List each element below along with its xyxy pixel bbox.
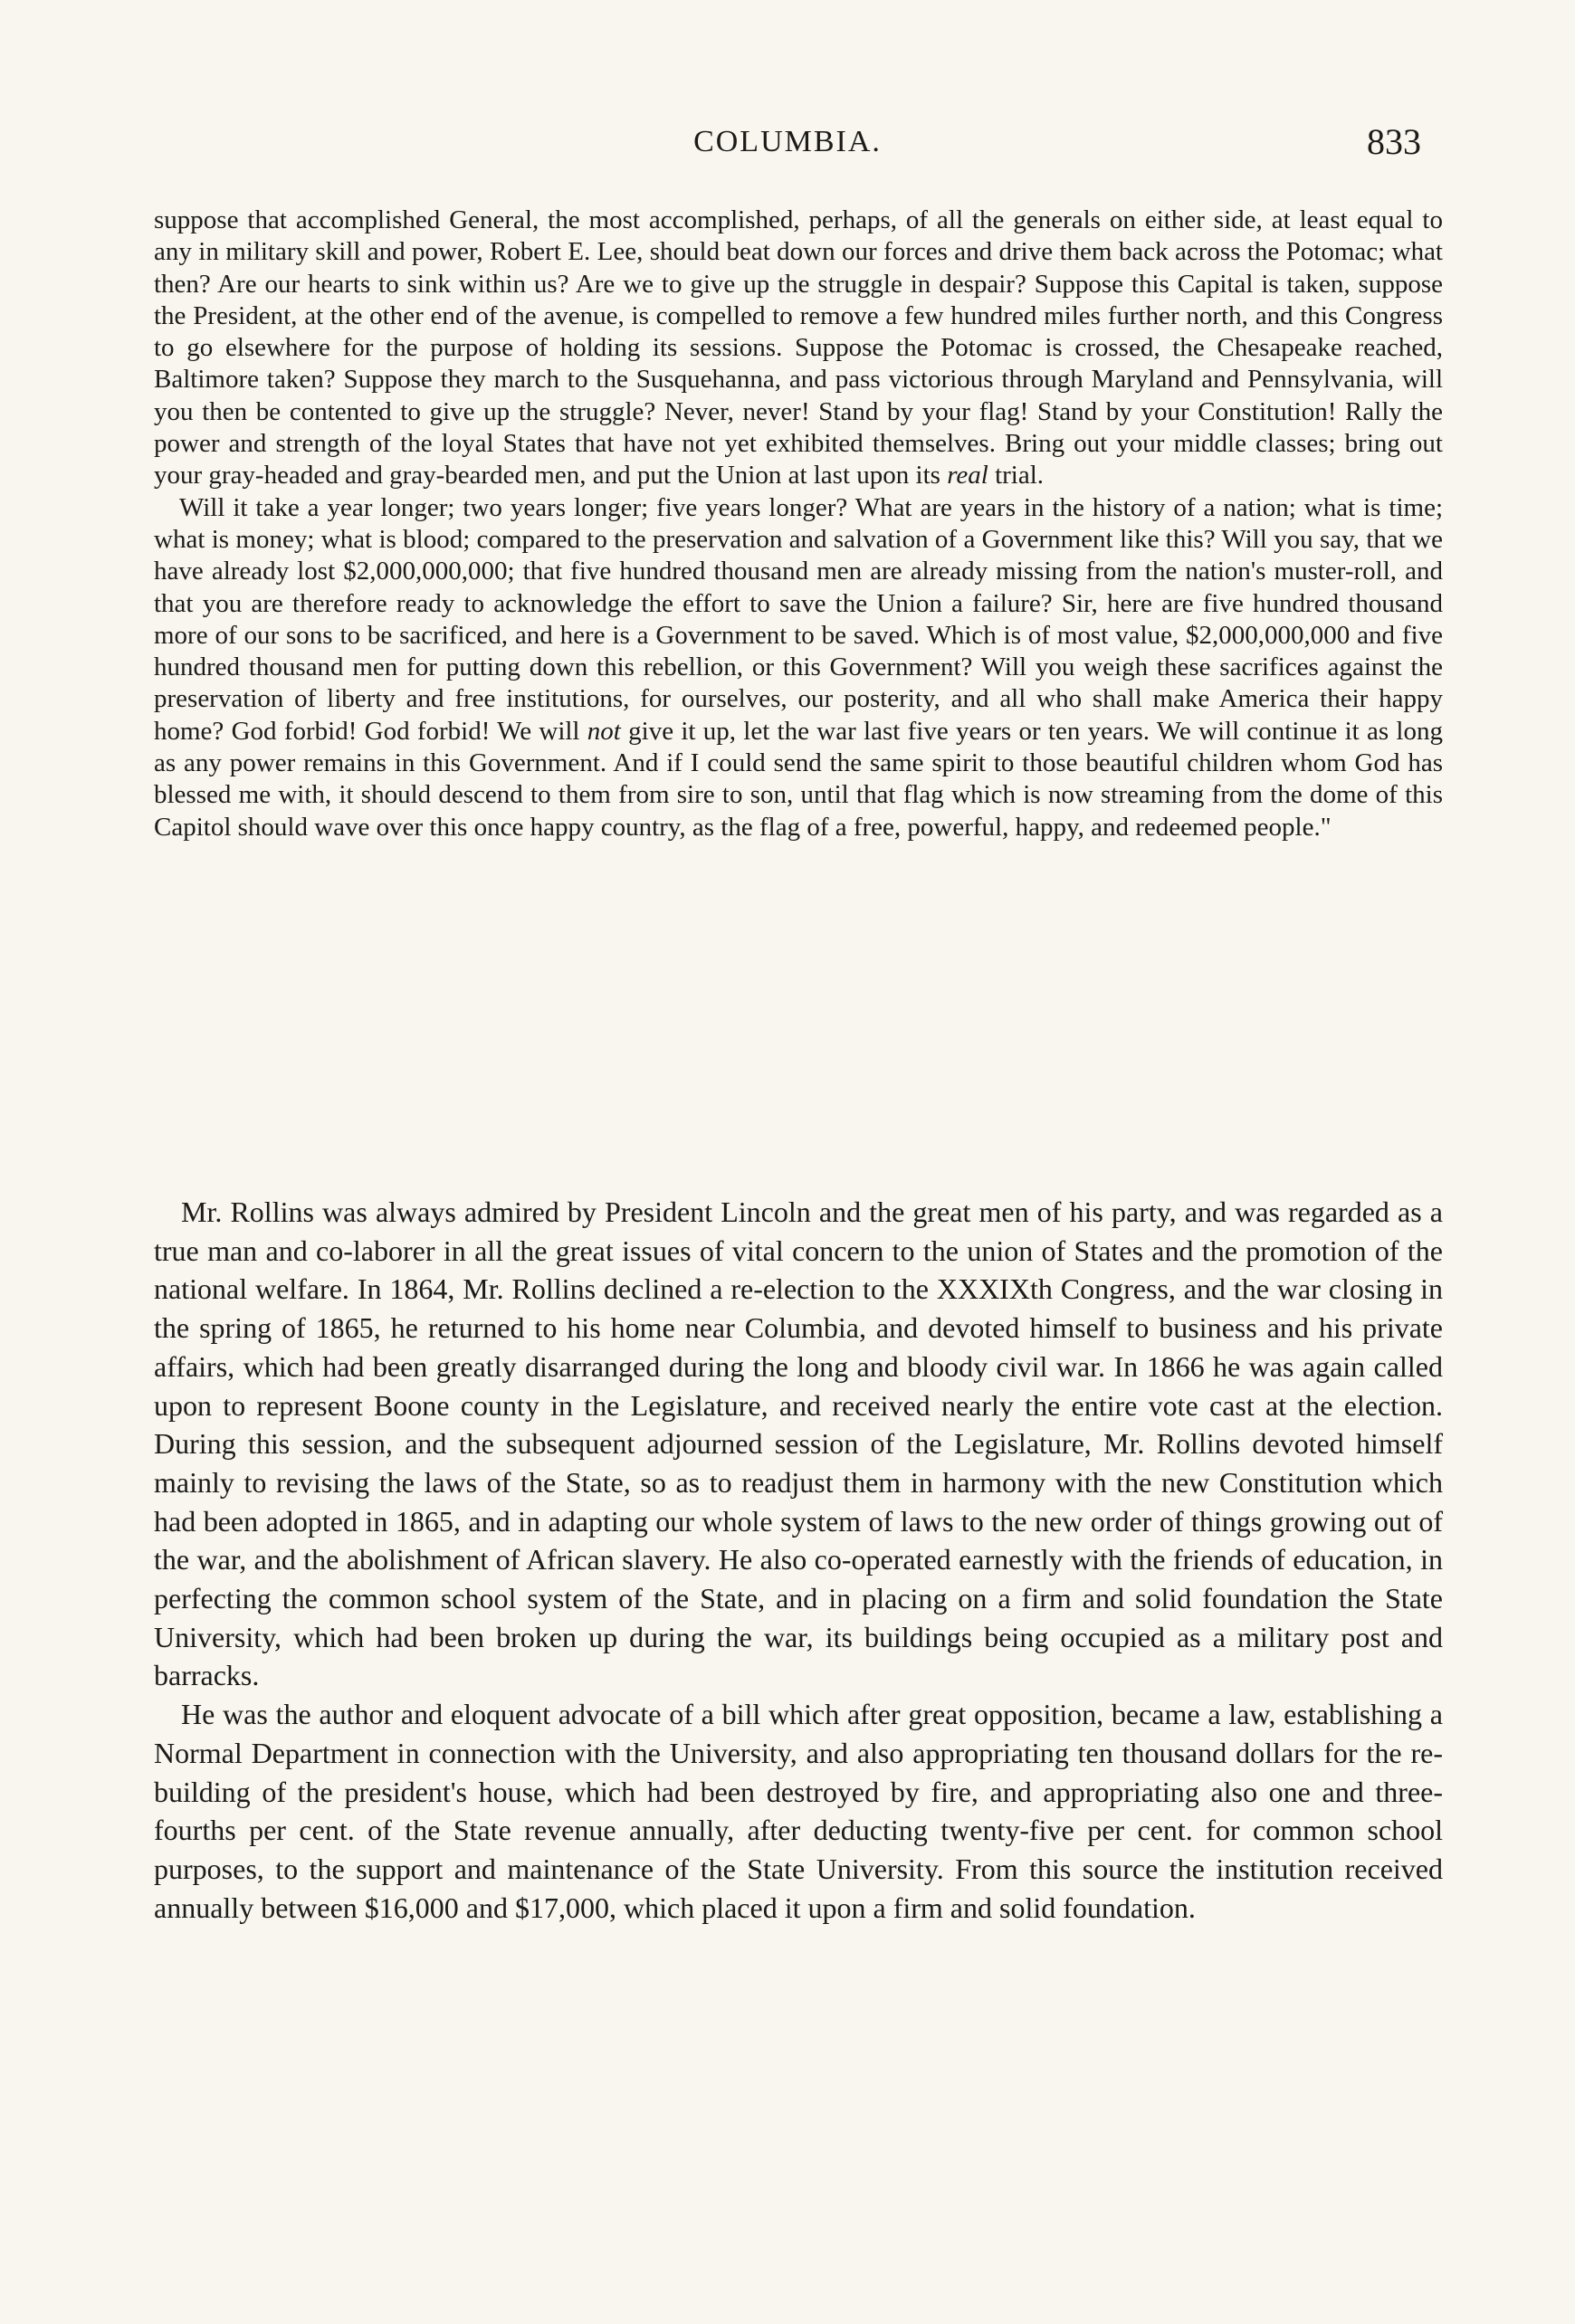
running-head <box>154 119 1421 165</box>
quote-text: give it up, let the war last five years or ten years. We will continue it as long as any power remains in this Government. And if I could send the same spirit to those beautiful children whom God has blessed me with, it should descend to them from sire to son, until that flag which is now streaming from the dome of this Capitol should wave over this once happy country, as the flag of a free, powerful, happy, and redeemed people." <box>154 716 1443 842</box>
body-paragraph: Mr. Rollins was always admired by President Lincoln and the great men of his party, and was regarded as a true man and co-laborer in all the great issues of vital concern to the union of States and the promotion of the national welfare. In 1864, Mr. Rollins declined a re-election to the XXXIXth Congress, and the war closing in the spring of 1865, he returned to his home near Columbia, and devoted himself to business and his private affairs, which had been greatly disarranged during the long and bloody civil war. In 1866 he was again called upon to represent Boone county in the Legislature, and received nearly the entire vote cast at the election. During this session, and the subsequent adjourned session of the Legislature, Mr. Rollins devoted himself mainly to revising the laws of the State, so as to readjust them in harmony with the new Constitution which had been adopted in 1865, and in adapting our whole system of laws to the new order of things growing out of the war, and the abolishment of African slavery. He also co-operated earnestly with the friends of education, in perfecting the common school system of the State, and in placing on a firm and solid foundation the State University, which had been broken up during the war, its buildings being occupied as a military post and barracks. <box>154 1195 1443 1692</box>
quote-text: trial. <box>988 461 1045 491</box>
quote-text: Will it take a year longer; two years longer; five years longer? What are years in the history of a nation; what is time; what is money; what is blood; compared to the preservation and salvation of a Government like this? Will you say, that we have already lost $2,000,000,000; that five hundred thousand men are already missing from the nation's muster-roll, and that you are therefore ready to acknowledge the effort to save the Union a failure? Sir, here are five hundred thousand more of our sons to be sacrificed, and here is a Government to be saved. Which is of most value, $2,000,000,000 and five hundred thousand men for putting down this rebellion, or this Government? Will you weigh these sacrifices against the preservation of liberty and free institutions, for ourselves, our posterity, and all who shall make America their happy home? God forbid! God forbid! We will <box>154 492 1443 746</box>
running-head-title: COLUMBIA. <box>693 125 882 158</box>
quote-text: suppose that accomplished General, the most accomplished, perhaps, of all the generals on either side, at least equal to any in military skill and power, Robert E. Lee, should beat down our forces and drive them back across the Potomac; what then? Are our hearts to sink within us? Are we to give up the struggle in despair? Suppose this Capital is taken, suppose the President, at the other end of the avenue, is compelled to remove a few hundred miles further north, and this Congress to go elsewhere for the purpose of holding its sessions. Suppose the Potomac is crossed, the Chesapeake reached, Baltimore taken? Suppose they march to the Susquehanna, and pass victorious through Maryland and Pennsylvania, will you then be contented to give up the struggle? Never, never! Stand by your flag! Stand by your Constitution! Rally the power and strength of the loyal States that have not yet exhibited themselves. Bring out your middle classes; bring out your gray-headed and gray-bearded men, and put the Union at last upon its <box>154 205 1443 491</box>
page-number: 833 <box>1367 121 1421 162</box>
quote-emphasis: not <box>587 716 621 746</box>
quote-paragraph <box>154 492 1443 843</box>
quoted-speech <box>154 205 1443 843</box>
body-paragraph: He was the author and eloquent advocate of a bill which after great opposition, became a law, establishing a Normal Department in connection with the University, and also appropriating ten thousand dollars for the re-building of the president's house, which had been destroyed by fire, and appropriating also one and three-fourths per cent. of the State revenue annually, after deducting twenty-five per cent. for common school purposes, to the support and maintenance of the State University. From this source the institution received annually between $16,000 and $17,000, which placed it upon a firm and solid foundation. <box>154 1698 1443 1924</box>
quote-paragraph <box>154 205 1443 492</box>
quote-emphasis: real <box>947 461 988 491</box>
body-text <box>154 1193 1443 1927</box>
